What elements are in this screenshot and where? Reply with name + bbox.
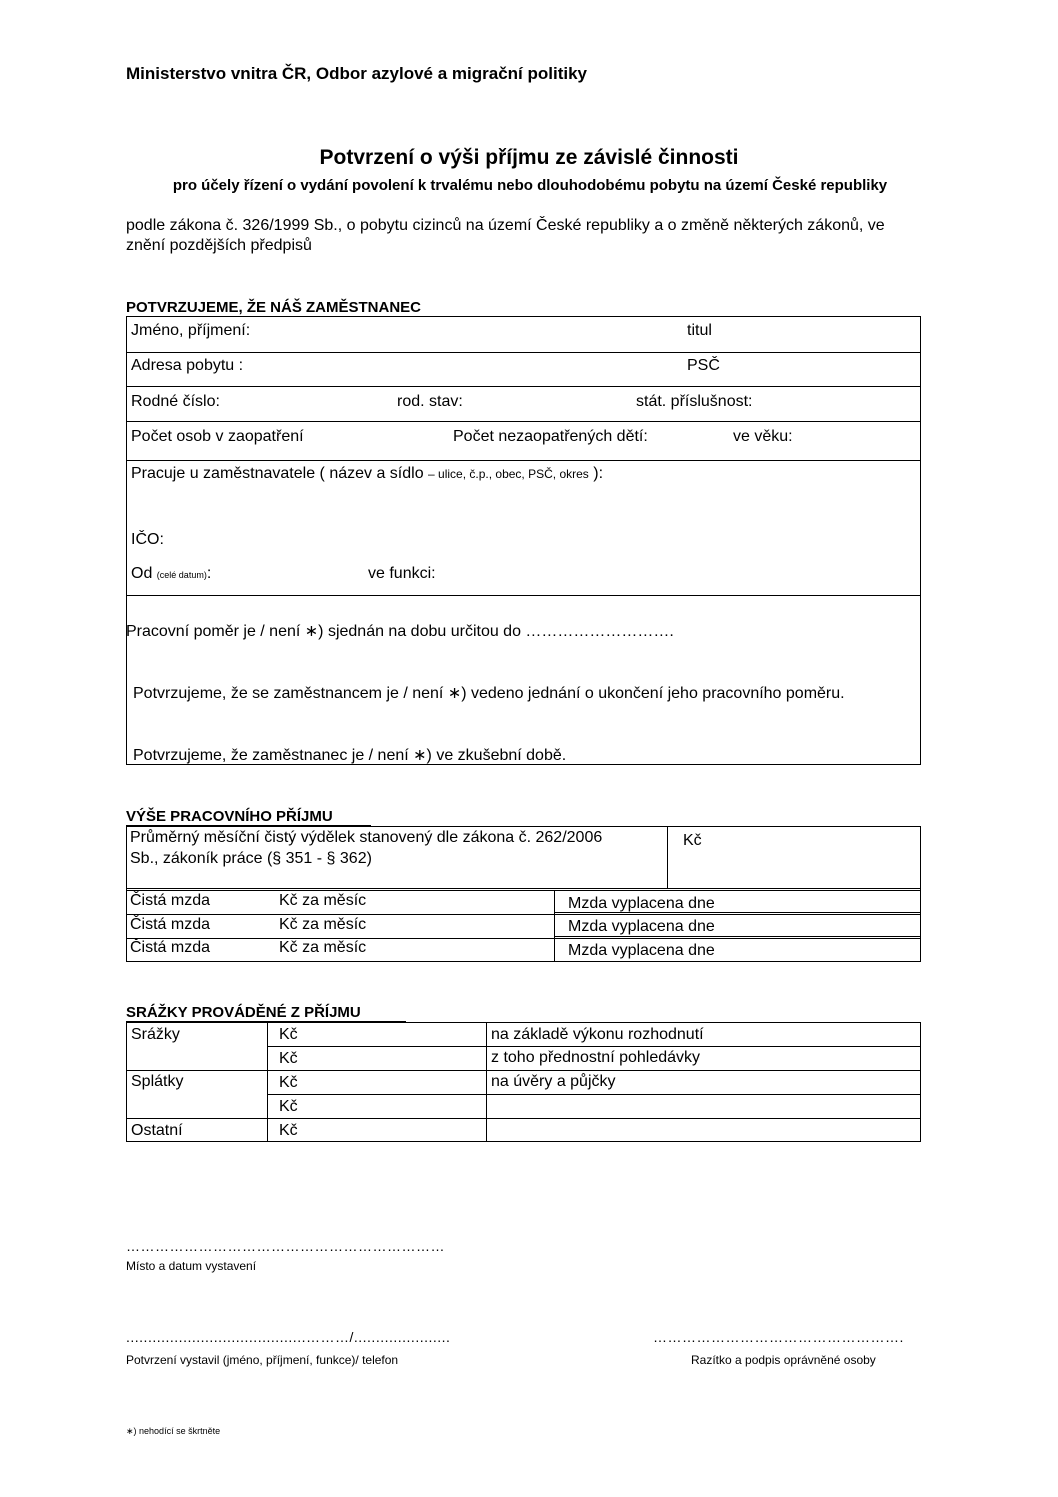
deduction-label: Splátky [131, 1073, 184, 1090]
row-divider [126, 386, 921, 387]
deduction-amount-field[interactable]: Kč [279, 1098, 298, 1115]
average-income-label-line1: Průměrný měsíční čistý výdělek stanovený dle zákona č. 262/2006 [130, 829, 603, 846]
stamp-signature-line[interactable]: ……………………………………………. [653, 1329, 904, 1345]
net-wage-label: Čistá mzda [130, 939, 211, 956]
start-date-hint: (celé datum) [156, 570, 207, 580]
stamp-signature-caption: Razítko a podpis oprávněné osoby [691, 1353, 876, 1367]
document-title: Potvrzení o výši příjmu ze závislé činnosti [319, 146, 739, 169]
row-divider [126, 460, 921, 461]
address-field[interactable]: Adresa pobytu : [131, 357, 244, 374]
deduction-amount-field[interactable]: Kč [279, 1122, 298, 1139]
net-wage-label: Čistá mzda [130, 916, 211, 933]
deduction-label: Ostatní [131, 1122, 183, 1139]
deductions-section-heading: SRÁŽKY PROVÁDĚNÉ Z PŘÍJMU [126, 1004, 361, 1021]
birth-number-field[interactable]: Rodné číslo: [131, 393, 220, 410]
children-count-field[interactable]: Počet nezaopatřených dětí: [453, 428, 648, 445]
net-wage-field[interactable]: Kč za měsíc [279, 939, 367, 956]
dependants-field[interactable]: Počet osob v zaopatření [131, 428, 304, 445]
col-divider [667, 826, 668, 888]
name-field[interactable]: Jméno, příjmení: [131, 322, 251, 339]
row-divider [126, 888, 921, 889]
employer-hint: – ulice, č.p., obec, PSČ, okres [428, 467, 589, 481]
employer-label-end: ): [588, 465, 604, 482]
row-divider [267, 1094, 921, 1095]
deduction-amount-field[interactable]: Kč [279, 1074, 298, 1091]
net-wage-field[interactable]: Kč za měsíc [279, 892, 367, 909]
deduction-amount-field[interactable]: Kč [279, 1050, 298, 1067]
document-subtitle: pro účely řízení o vydání povolení k trvalému nebo dlouhodobému pobytu na území České republiky [172, 177, 888, 194]
deduction-note: na úvěry a půjčky [491, 1073, 616, 1090]
employer-field[interactable] [131, 465, 603, 483]
row-divider [126, 1070, 921, 1071]
deduction-label: Srážky [131, 1026, 180, 1043]
paid-date-field[interactable]: Mzda vyplacena dne [568, 942, 715, 959]
income-section-heading: VÝŠE PRACOVNÍHO PŘÍJMU [126, 808, 333, 825]
row-divider [126, 938, 921, 939]
start-date-label: Od [131, 565, 157, 582]
row-divider [126, 890, 921, 891]
row-divider [267, 1046, 921, 1047]
col-divider [267, 1022, 268, 1142]
deduction-amount-field[interactable]: Kč [279, 1026, 298, 1043]
ico-field[interactable]: IČO: [131, 531, 164, 548]
nationality-field[interactable]: stát. příslušnost: [636, 393, 753, 410]
net-wage-field[interactable]: Kč za měsíc [279, 916, 367, 933]
row-divider [126, 421, 921, 422]
employer-label: Pracuje u zaměstnavatele ( název a sídlo [131, 465, 429, 482]
row-divider [126, 595, 921, 596]
deduction-note: z toho přednostní pohledávky [491, 1049, 701, 1066]
row-divider [126, 1118, 921, 1119]
row-divider [126, 914, 921, 915]
probation-statement: Potvrzujeme, že zaměstnanec je / není ∗) ve zkušební době. [133, 747, 567, 764]
start-date-colon: : [206, 565, 212, 582]
place-date-line[interactable]: ………………………………………………………… [126, 1238, 445, 1254]
paid-date-field[interactable]: Mzda vyplacena dne [568, 918, 715, 935]
average-income-label-line2: Sb., zákoník práce (§ 351 - § 362) [130, 850, 372, 867]
contract-statement: Pracovní poměr je / není ∗) sjednán na dobu určitou do ………………………. [126, 623, 674, 640]
place-date-caption: Místo a datum vystavení [126, 1259, 257, 1273]
footnote: ∗) nehodící se škrtněte [126, 1426, 221, 1436]
law-reference: podle zákona č. 326/1999 Sb., o pobytu cizinců na území České republiky a o změně některých zákonů, ve znění pozdějších předpisů [126, 217, 885, 254]
termination-statement: Potvrzujeme, že se zaměstnancem je / není ∗) vedeno jednání o ukončení jeho pracovního poměru. [133, 685, 845, 702]
row-divider [554, 936, 921, 937]
ministry-header: Ministerstvo vnitra ČR, Odbor azylové a migrační politiky [126, 64, 588, 83]
average-income-field[interactable]: Kč [683, 832, 702, 849]
col-divider [554, 890, 555, 962]
employee-section-heading: POTVRZUJEME, ŽE NÁŠ ZAMĚSTNANEC [126, 299, 422, 316]
issuer-line[interactable]: .........................................………/...................... [126, 1329, 451, 1345]
issuer-caption: Potvrzení vystavil (jméno, příjmení, funkce)/ telefon [126, 1353, 399, 1367]
start-date-field[interactable] [131, 565, 211, 583]
net-wage-label: Čistá mzda [130, 892, 211, 909]
position-field[interactable]: ve funkci: [368, 565, 436, 582]
row-divider [126, 352, 921, 353]
col-divider [486, 1022, 487, 1142]
deduction-note: na základě výkonu rozhodnutí [491, 1026, 704, 1043]
children-age-field[interactable]: ve věku: [733, 428, 793, 445]
paid-date-field[interactable]: Mzda vyplacena dne [568, 895, 715, 912]
marital-status-field[interactable]: rod. stav: [397, 393, 463, 410]
psc-field[interactable]: PSČ [687, 357, 720, 374]
titul-field[interactable]: titul [687, 322, 712, 339]
